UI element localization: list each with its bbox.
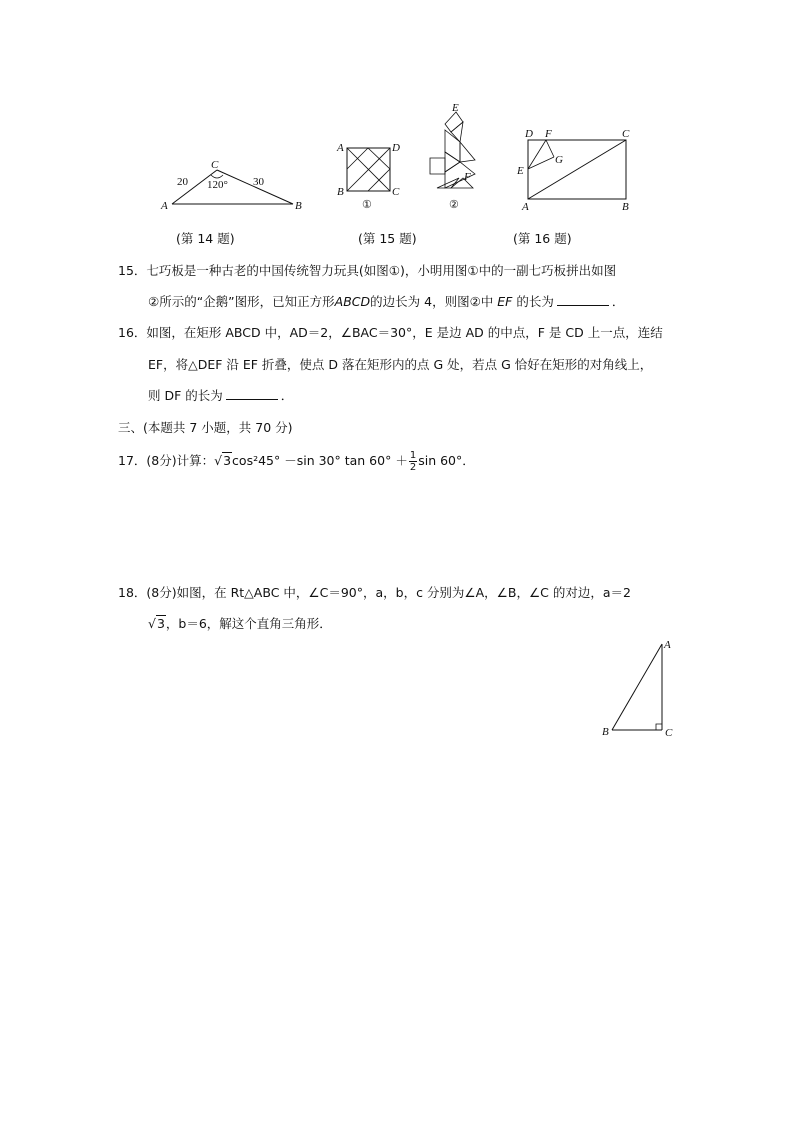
- figure-14: [155, 155, 315, 217]
- fig15-label-d: D: [392, 142, 400, 154]
- q17-line: 17．(8分)计算：√3cos²45° －sin 30° tan 60° ＋ $\frac{1}{2}$ sin 60°．: [118, 450, 475, 473]
- figure-16: [510, 125, 640, 217]
- figure-15: [333, 102, 493, 214]
- fig16-label-f: F: [545, 128, 552, 140]
- q15-line-2-part-c: 的边长为 4，则图②中: [370, 294, 494, 309]
- fig16-label-b: B: [622, 201, 629, 213]
- q16-line-3-part-a: 则 DF 的长为: [148, 388, 223, 403]
- fig14-label-c: C: [211, 159, 219, 171]
- q15-answer-blank[interactable]: [557, 295, 609, 306]
- section-3-heading: 三、(本题共 7 小题，共 70 分): [118, 420, 293, 435]
- q16-line-3-part-b: ．: [280, 388, 294, 403]
- fig14-angle-c: 120°: [207, 179, 228, 191]
- caption-fig15: (第 15 题): [358, 231, 417, 246]
- q15-line-2: [148, 292, 624, 310]
- q17-frac-num: 1: [409, 450, 417, 461]
- fig18-label-c: C: [665, 727, 673, 739]
- q16-line-1: 16．如图，在矩形 ABCD 中，AD＝2，∠BAC＝30°，E 是边 AD 的中点，F 是 CD 上一点，连结: [118, 325, 663, 340]
- fig15-mark-1: ①: [362, 199, 372, 211]
- q17-frac-den: 2: [409, 462, 417, 473]
- q15-segment-name: EF: [497, 294, 513, 309]
- q16-answer-blank[interactable]: [226, 389, 278, 400]
- fig16-label-g: G: [555, 154, 563, 166]
- fig15-label-f: F: [464, 171, 471, 183]
- q15-line-2-part-e: 的长为: [516, 294, 554, 309]
- fig16-label-e: E: [517, 165, 524, 177]
- q17-part-1: cos²45° －sin 30° tan 60° ＋: [232, 453, 408, 468]
- fig15-label-a: A: [337, 142, 344, 154]
- q18-sqrt-arg: 3: [156, 616, 165, 631]
- fig15-label-e: E: [452, 102, 459, 114]
- q15-line-2-part-f: ．: [611, 294, 625, 309]
- fig14-side-ca: 20: [177, 176, 188, 188]
- q16-line-3: [148, 386, 293, 404]
- q15-line-1: 15．七巧板是一种古老的中国传统智力玩具(如图①)，小明用图①中的一副七巧板拼出如图: [118, 263, 617, 278]
- fig15-label-c: C: [392, 186, 400, 198]
- q16-line-2: EF，将△DEF 沿 EF 折叠，使点 D 落在矩形内的点 G 处，若点 G 恰好在矩形的对角线上，: [148, 357, 653, 372]
- fig14-label-b: B: [295, 200, 302, 212]
- q18-line-2: √3，b＝6，解这个直角三角形．: [148, 616, 332, 631]
- fig14-label-a: A: [161, 200, 168, 212]
- q18-line-2-text: ，b＝6，解这个直角三角形．: [165, 616, 332, 631]
- q18-line-1: 18．(8分)如图，在 Rt△ABC 中，∠C＝90°，a，b，c 分别为∠A，∠B，∠C 的对边，a＝2: [118, 585, 631, 600]
- figure-18: [598, 636, 688, 740]
- q17-sqrt-arg: 3: [223, 453, 232, 468]
- q17-prefix: 17．(8分)计算：: [118, 453, 215, 468]
- fig16-label-c: C: [622, 128, 630, 140]
- fig18-label-a: A: [664, 639, 671, 651]
- q15-line-2-part-a: ②所示的“企鹅”图形，已知正方形: [148, 294, 335, 309]
- fig16-label-d: D: [525, 128, 533, 140]
- caption-fig14: (第 14 题): [176, 231, 235, 246]
- fig14-side-cb: 30: [253, 176, 264, 188]
- q17-fraction: [409, 450, 417, 473]
- caption-fig16: (第 16 题): [513, 231, 572, 246]
- fig18-label-b: B: [602, 726, 609, 738]
- q15-square-name: ABCD: [334, 294, 371, 309]
- fig16-label-a: A: [522, 201, 529, 213]
- fig15-mark-2: ②: [449, 199, 459, 211]
- fig15-label-b: B: [337, 186, 344, 198]
- q17-part-2: sin 60°．: [418, 453, 475, 468]
